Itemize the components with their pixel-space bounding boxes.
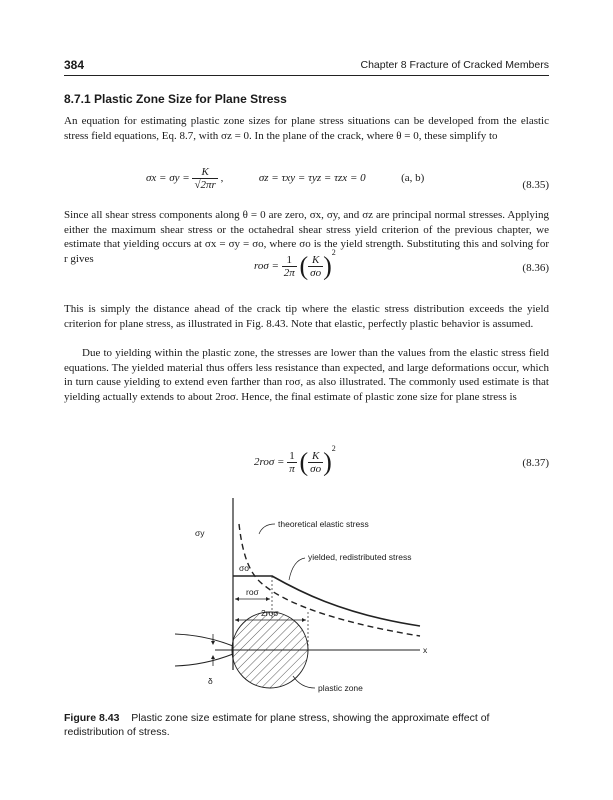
plastic-zone-label: plastic zone	[318, 683, 363, 693]
equation-8-36: roσ = $\frac{1}{2\pi}$ ( $\frac{K}{\sigma o}$ )$^2$	[254, 248, 336, 281]
equation-number-8-37: (8.37)	[522, 457, 549, 469]
two-r-label: 2roσ	[261, 608, 279, 618]
figure-caption	[64, 711, 549, 739]
crack-upper-face	[175, 634, 233, 646]
plastic-zone-diagram	[175, 494, 435, 700]
equation-number-8-36: (8.36)	[522, 262, 549, 274]
sigma-y-label: σy	[195, 528, 205, 538]
x-label: x	[423, 645, 428, 655]
running-header: Chapter 8 Fracture of Cracked Members	[360, 59, 549, 71]
crack-lower-face	[175, 654, 233, 666]
delta-label: δ	[208, 676, 213, 686]
section-title: 8.7.1 Plastic Zone Size for Plane Stress	[64, 92, 287, 106]
paragraph-yielding: Due to yielding within the plastic zone, the stresses are lower than the values from the elastic stress field equations. The yielded material thus offers less resistance than expected, and large deformations occur, which in turn cause yielding to extend even farther than roσ, as also illustrated. The commonly used estimate is that yielding actually extends to about 2roσ. Hence, the final estimate of plastic zone size for plane stress is	[64, 347, 549, 403]
equation-8-35: σx = σy = $\frac{K}{√2\pi r}$ , σz = τxy = τyz = τzx = 0 (a, b)	[146, 166, 425, 191]
figure-8-43	[175, 494, 435, 700]
r-label: roσ	[246, 587, 259, 597]
caption-label: Figure 8.43	[64, 712, 120, 724]
paragraph-principal-stresses: Since all shear stress components along θ = 0 are zero, σx, σy, and σz are principal normal stresses. Applying either the maximum shear stress or the octahedral shear stress yield criterion of the previous chapter, we estimate that yielding occurs at σx = σy = σo, where σo is the yield strength. Substituting this and solving for r gives	[64, 209, 549, 265]
eq835-fraction: $\frac{K}{√2\pi r}$	[194, 166, 216, 191]
equation-number-8-35: (8.35)	[522, 179, 549, 191]
paragraph-crack-tip: This is simply the distance ahead of the crack tip where the elastic stress distribution exceeds the yield criterion for plane stress, as illustrated in Fig. 8.43. Note that elastic, perfectly plastic behavior is assumed.	[64, 303, 549, 330]
equation-8-37: 2roσ = $\frac{1}{\pi}$ ( $\frac{K}{\sigma o}$ )$^2$	[254, 444, 336, 477]
eq835-lhs: σx = σy =	[146, 172, 193, 185]
eq835-rhs: σz = τxy = τyz = τzx = 0	[258, 172, 366, 185]
eq835-ab: (a, b)	[401, 172, 425, 185]
theoretical-label: theoretical elastic stress	[278, 519, 369, 529]
paragraph-intro: An equation for estimating plastic zone sizes for plane stress situations can be developed from the elastic stress field equations, Eq. 8.7, with σz = 0. In the plane of the crack, where θ = 0, these simplify to	[64, 115, 549, 142]
page-number: 384	[64, 58, 85, 72]
yielded-label: yielded, redistributed stress	[308, 552, 412, 562]
caption-text: Plastic zone size estimate for plane stress, showing the approximate effect of redistribution of stress.	[64, 712, 490, 738]
header-rule	[64, 75, 549, 76]
sigma-o-label: σo	[239, 563, 249, 573]
